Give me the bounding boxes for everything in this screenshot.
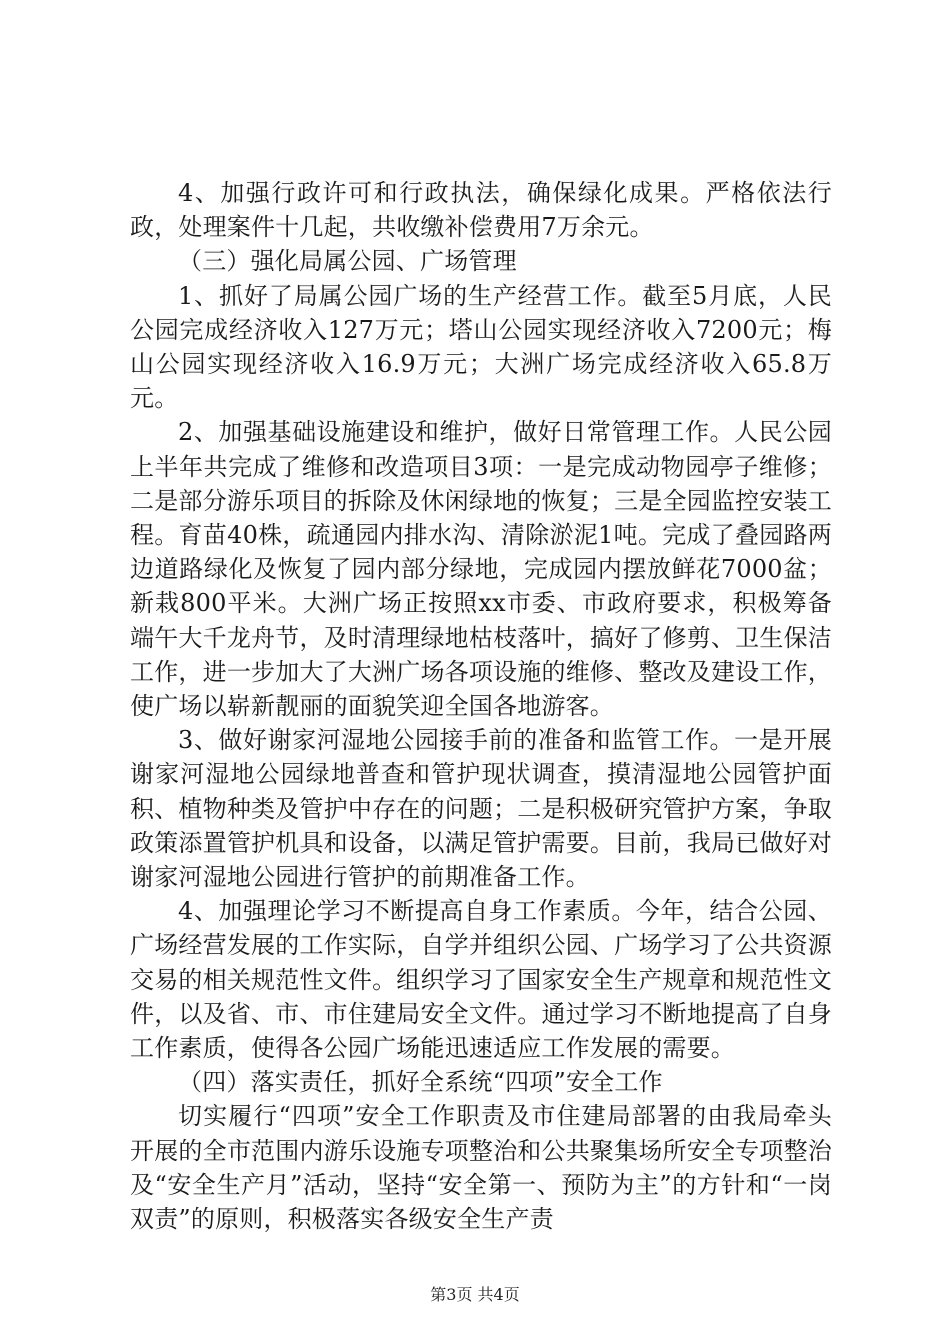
paragraph-item-3-wetland: 3、做好谢家河湿地公园接手前的准备和监管工作。一是开展谢家河湿地公园绿地普查和管护现状调查，摸清湿地公园管护面积、植物种类及管护中存在的问题；二是积极研究管护方案，争取政策添置管护机具和设备，以满足管护需要。目前，我局已做好对谢家河湿地公园进行管护的前期准备工作。 <box>130 726 832 892</box>
document-body <box>130 176 832 1236</box>
paragraph-item-2-infrastructure: 2、加强基础设施建设和维护，做好日常管理工作。人民公园上半年共完成了维修和改造项目3项：一是完成动物园亭子维修；二是部分游乐项目的拆除及休闲绿地的恢复；三是全园监控安装工程。育苗40株，疏通园内排水沟、清除淤泥1吨。完成了叠园路两边道路绿化及恢复了园内部分绿地，完成园内摆放鲜花7000盆；新栽800平米。大洲广场正按照xx市委、市政府要求，积极筹备端午大千龙舟节，及时清理绿地枯枝落叶，搞好了修剪、卫生保洁工作，进一步加大了大洲广场各项设施的维修、整改及建设工作，使广场以崭新靓丽的面貌笑迎全国各地游客。 <box>130 418 832 721</box>
page-number-footer: 第3页 共4页 <box>430 1285 520 1304</box>
paragraph-item-4-licensing: 4、加强行政许可和行政执法，确保绿化成果。严格依法行政，处理案件十几起，共收缴补偿费用7万余元。 <box>130 179 832 242</box>
paragraph-item-4-study: 4、加强理论学习不断提高自身工作素质。今年，结合公园、广场经营发展的工作实际，自学并组织公园、广场学习了公共资源交易的相关规范性文件。组织学习了国家安全生产规章和规范性文件，以及省、市、市住建局安全文件。通过学习不断地提高了自身工作素质，使得各公园广场能迅速适应工作发展的需要。 <box>130 897 832 1063</box>
section-heading-3: （三）强化局属公园、广场管理 <box>178 247 517 276</box>
paragraph-safety: 切实履行“四项”安全工作职责及市住建局部署的由我局牵头开展的全市范围内游乐设施专项整治和公共聚集场所安全专项整治及“安全生产月”活动，坚持“安全第一、预防为主”的方针和“一岗双责”的原则，积极落实各级安全生产责 <box>130 1102 832 1234</box>
paragraph-item-1-revenue: 1、抓好了局属公园广场的生产经营工作。截至5月底，人民公园完成经济收入127万元；塔山公园实现经济收入7200元；梅山公园实现经济收入16.9万元；大洲广场完成经济收入65.8万元。 <box>130 281 832 413</box>
section-heading-4: （四）落实责任，抓好全系统“四项”安全工作 <box>178 1068 663 1097</box>
